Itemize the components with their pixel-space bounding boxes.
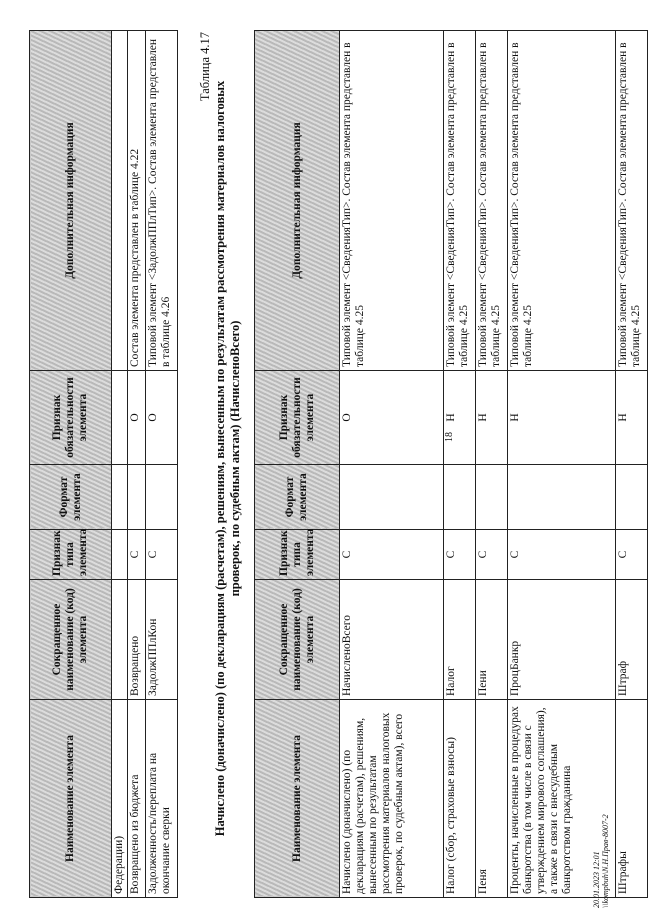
cell-format: [616, 465, 648, 530]
cell-required: О: [128, 371, 146, 465]
cell-short: [112, 580, 128, 700]
cell-name: Пеня: [476, 700, 508, 898]
cell-info: Типовой элемент <ЗадолжППлТип>. Состав элемента представлен в таблице 4.26: [146, 31, 178, 371]
table-row: [340, 31, 444, 898]
table-row: [128, 31, 146, 898]
header-required: Признак обязательности элемента: [30, 371, 112, 465]
header-short: Сокращенное наименование (код) элемента: [255, 580, 340, 700]
table-continuation: [29, 30, 178, 898]
cell-short: Возвращено: [128, 580, 146, 700]
stamp-line-2: \\kompbuh\N.H.Прав-8007-2: [601, 814, 610, 908]
cell-name: Начислено (доначислено) (по декларациям (расчетам), решениям, вынесенным по результатам рассмотрения материалов налоговых проверок, по судебным актам), всего: [340, 700, 444, 898]
header-name: Наименование элемента: [30, 700, 112, 898]
cell-short: ПроцБанкр: [508, 580, 616, 700]
header-type: Признак типа элемента: [30, 530, 112, 580]
cell-type: С: [146, 530, 178, 580]
cell-info: Типовой элемент <СведенияТип>. Состав элемента представлен в таблице 4.25: [616, 31, 648, 371]
cell-short: Штраф: [616, 580, 648, 700]
cell-required: Н: [476, 371, 508, 465]
cell-name: Штрафы: [616, 700, 648, 898]
cell-format: [444, 465, 476, 530]
cell-required: [112, 371, 128, 465]
cell-name: Возвращено из бюджета: [128, 700, 146, 898]
cell-required: Н: [508, 371, 616, 465]
cell-name: Проценты, начисленные в процедурах банкротства (в том числе в связи с утверждением мирового соглашения), а также в связи с внесудебным банкротством гражданина: [508, 700, 616, 898]
header-format: Формат элемента: [255, 465, 340, 530]
cell-required: Н: [616, 371, 648, 465]
cell-info: Типовой элемент <СведенияТип>. Состав элемента представлен в таблице 4.25: [508, 31, 616, 371]
header-info: Дополнительная информация: [255, 31, 340, 371]
cell-type: С: [476, 530, 508, 580]
cell-info: [112, 31, 128, 371]
cell-name: Налог (сбор, страховые взносы): [444, 700, 476, 898]
cell-format: [112, 465, 128, 530]
cell-short: НачисленоВсего: [340, 580, 444, 700]
cell-format: [340, 465, 444, 530]
header-type: Признак типа элемента: [255, 530, 340, 580]
cell-info: Типовой элемент <СведенияТип>. Состав элемента представлен в таблице 4.25: [444, 31, 476, 371]
table-title-line-2: проверок, по судебным актам) (НачисленоВсего): [228, 320, 242, 597]
cell-name: Федерации): [112, 700, 128, 898]
cell-format: [146, 465, 178, 530]
cell-required: Н: [444, 371, 476, 465]
header-info: Дополнительная информация: [30, 31, 112, 371]
cell-short: Пени: [476, 580, 508, 700]
table-row: [146, 31, 178, 898]
cell-info: Типовой элемент <СведенияТип>. Состав элемента представлен в таблице 4.25: [476, 31, 508, 371]
cell-type: С: [128, 530, 146, 580]
table-title-line-1: Начислено (доначислено) (по декларациям (расчетам), решениям, вынесенным по результатам рассмотрения материалов налоговых: [213, 80, 227, 837]
page-number: 18: [444, 432, 455, 442]
cell-type: С: [508, 530, 616, 580]
table-number: Таблица 4.17: [198, 32, 212, 102]
cell-required: О: [146, 371, 178, 465]
cell-short: Налог: [444, 580, 476, 700]
stamp-line-1: 20.01.2023 12:01: [592, 851, 601, 908]
cell-type: [112, 530, 128, 580]
cell-info: Типовой элемент <СведенияТип>. Состав элемента представлен в таблице 4.25: [340, 31, 444, 371]
table-row: [508, 31, 616, 898]
header-short: Сокращенное наименование (код) элемента: [30, 580, 112, 700]
header-required: Признак обязательности элемента: [255, 371, 340, 465]
table-row: [476, 31, 508, 898]
header-name: Наименование элемента: [255, 700, 340, 898]
table-row: [444, 31, 476, 898]
table-4-17: [254, 30, 648, 898]
cell-name: Задолженность/переплата на окончание сверки: [146, 700, 178, 898]
cell-type: С: [340, 530, 444, 580]
cell-info: Состав элемента представлен в таблице 4.22: [128, 31, 146, 371]
cell-type: С: [616, 530, 648, 580]
cell-format: [508, 465, 616, 530]
cell-required: О: [340, 371, 444, 465]
header-format: Формат элемента: [30, 465, 112, 530]
table-row: [616, 31, 648, 898]
cell-format: [476, 465, 508, 530]
cell-format: [128, 465, 146, 530]
table-row: [112, 31, 128, 898]
cell-type: С: [444, 530, 476, 580]
cell-short: ЗадолжППлКон: [146, 580, 178, 700]
